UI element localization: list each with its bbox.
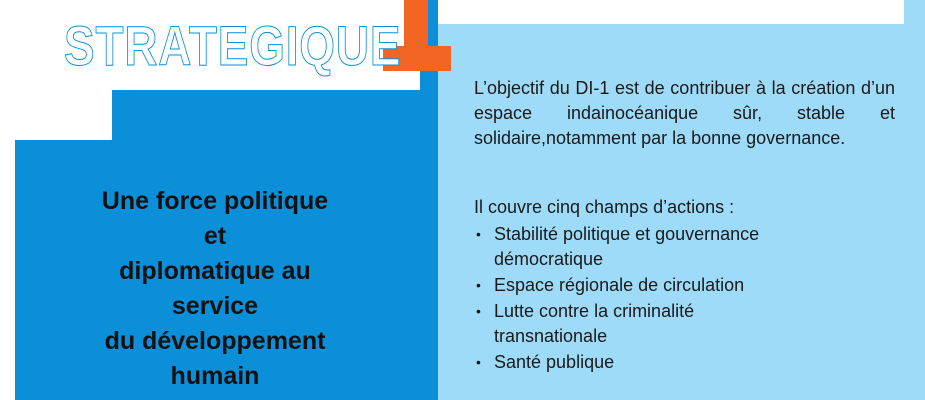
white-top-right-band (438, 0, 904, 24)
list-item (474, 299, 895, 349)
actions-intro: Il couvre cinq champs d’actions : (474, 197, 735, 217)
tagline-line: service (171, 292, 259, 320)
action-line-continued: démocratique (494, 249, 604, 269)
tagline-line: humain (170, 362, 260, 390)
objective-paragraph: L’objectif du DI-1 est de contribuer à la création d’un espace indainocéanique sûr, stable et solidaire,notamment par la bonne governance. (474, 78, 895, 148)
action-line: Lutte contre la criminalité (494, 301, 695, 321)
description-column (474, 76, 895, 376)
tagline (70, 184, 360, 394)
action-line: Santé publique (494, 352, 615, 372)
tagline-line: du développement (104, 327, 326, 355)
actions-list (474, 222, 895, 375)
list-item (474, 350, 895, 375)
tagline-line: Une force politique (101, 187, 329, 215)
action-line: Espace régionale de circulation (494, 275, 745, 295)
list-item (474, 222, 895, 272)
action-line-continued: transnationale (494, 326, 608, 346)
white-edge-strip (0, 140, 15, 400)
list-item (474, 273, 895, 298)
tagline-line: diplomatique au (119, 257, 311, 285)
action-line: Stabilité politique et gouvernance (494, 224, 760, 244)
page-title: STRATEGIQUE (64, 14, 402, 77)
white-decor-block (0, 90, 112, 140)
tagline-line: et (203, 222, 227, 250)
